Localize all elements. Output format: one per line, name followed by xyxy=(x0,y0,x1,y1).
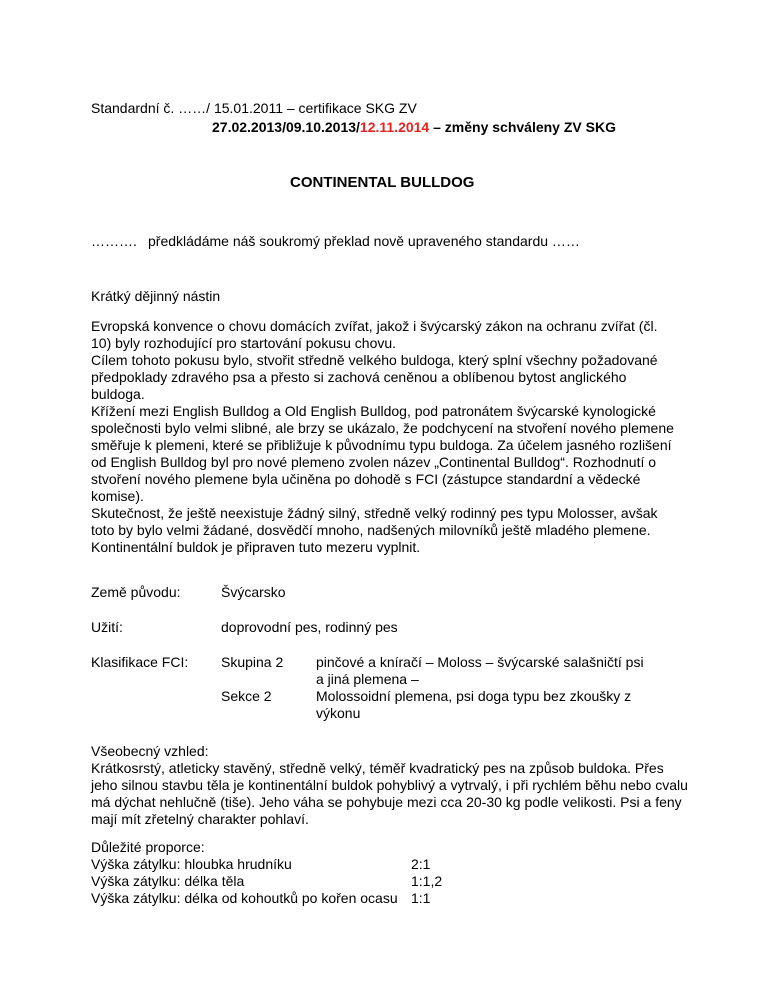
document-title: CONTINENTAL BULLDOG xyxy=(290,174,475,191)
proportion-label: Výška zátylku: délka těla xyxy=(91,873,245,889)
origin-label: Země původu: xyxy=(91,584,181,600)
fci-group: Skupina 2 xyxy=(221,654,284,670)
history-paragraph: Křížení mezi English Bulldog a Old English Bulldog, pod patronátem švýcarské kynologické společnosti bylo velmi slibné, ale brzy se ukázalo, že podchycení na stvoření nového plemene směřuje k plemeni, které se přibližuje k původnímu typu buldoga. Za účelem jasného rozlišení od English Bulldog byl pro nové plemeno zvolen název „Continental Bulldog“. Rozhodnutí o stvoření nového plemene byla učiněna po dohodě s FCI (zástupce standardní a vědecké komise). xyxy=(91,403,674,504)
amendment-dates-line xyxy=(212,119,616,136)
fci-classification-label: Klasifikace FCI: xyxy=(91,654,189,670)
fci-group-description-line: pinčové a kníračí – Moloss – švýcarské salašničtí psi xyxy=(316,654,644,670)
history-paragraph: Cílem tohoto pokusu bylo, stvořit středně velkého buldoga, který splní všechny požadované předpoklady zdravého psa a přesto si zachová ceněnou a oblíbenou bytost anglického buldoga. xyxy=(91,352,658,402)
fci-group-description xyxy=(316,654,644,688)
intro-dots: ………. xyxy=(91,233,137,249)
standard-number-line: Standardní č. ……/ 15.01.2011 – certifikace SKG ZV xyxy=(91,100,417,116)
fci-section-description xyxy=(316,688,631,722)
general-appearance-heading: Všeobecný vzhled: xyxy=(91,743,209,759)
latest-amendment-date: 12.11.2014 xyxy=(359,119,430,135)
fci-section-description-line: Molossoidní plemena, psi doga typu bez zkoušky z xyxy=(316,688,632,704)
intro-text: předkládáme náš soukromý překlad nově upraveného standardu …… xyxy=(148,233,580,249)
fci-section: Sekce 2 xyxy=(221,688,272,704)
history-paragraph: Evropská konvence o chovu domácích zvířat, jakož i švýcarský zákon na ochranu zvířat (čl. 10) byly rozhodující pro startování pokusu chovu. xyxy=(91,318,658,351)
history-body xyxy=(91,318,681,556)
proportion-value: 1:1 xyxy=(411,890,431,906)
use-value: doprovodní pes, rodinný pes xyxy=(221,619,398,635)
use-label: Užití: xyxy=(91,619,123,635)
history-paragraph: Skutečnost, že ještě neexistuje žádný silný, středně velký rodinný pes typu Molosser, avšak toto by bylo velmi žádané, dosvědčí mnoho, nadšených milovníků ještě mladého plemene. Kontinentální buldok je připraven tuto mezeru vyplnit. xyxy=(91,505,658,555)
origin-value: Švýcarsko xyxy=(221,584,286,600)
proportion-label: Výška zátylku: délka od kohoutků po kořen ocasu xyxy=(91,890,398,906)
general-appearance-body: Krátkosrstý, atleticky stavěný, středně velký, téměř kvadratický pes na způsob buldoka. Přes jeho silnou stavbu těla je kontinentální buldok pohyblivý a vytrvalý, i při rychlém běhu nebo cvalu má dýchat nehlučně (tiše). Jeho váha se pohybuje mezi cca 20-30 kg podle velikosti. Psi a feny mají mít zřetelný charakter pohlaví. xyxy=(91,760,688,827)
proportions-heading: Důležité proporce: xyxy=(91,839,205,855)
amendment-dates: 27.02.2013/09.10.2013/ xyxy=(212,119,360,135)
history-heading: Krátký dějinný nástin xyxy=(91,288,221,304)
proportion-value: 2:1 xyxy=(411,856,431,872)
fci-section-description-line: výkonu xyxy=(316,705,361,721)
fci-group-description-line: a jiná plemena – xyxy=(316,671,419,687)
amendment-note: – změny schváleny ZV SKG xyxy=(429,119,616,135)
proportion-label: Výška zátylku: hloubka hrudníku xyxy=(91,856,292,872)
proportion-value: 1:1,2 xyxy=(411,873,443,889)
